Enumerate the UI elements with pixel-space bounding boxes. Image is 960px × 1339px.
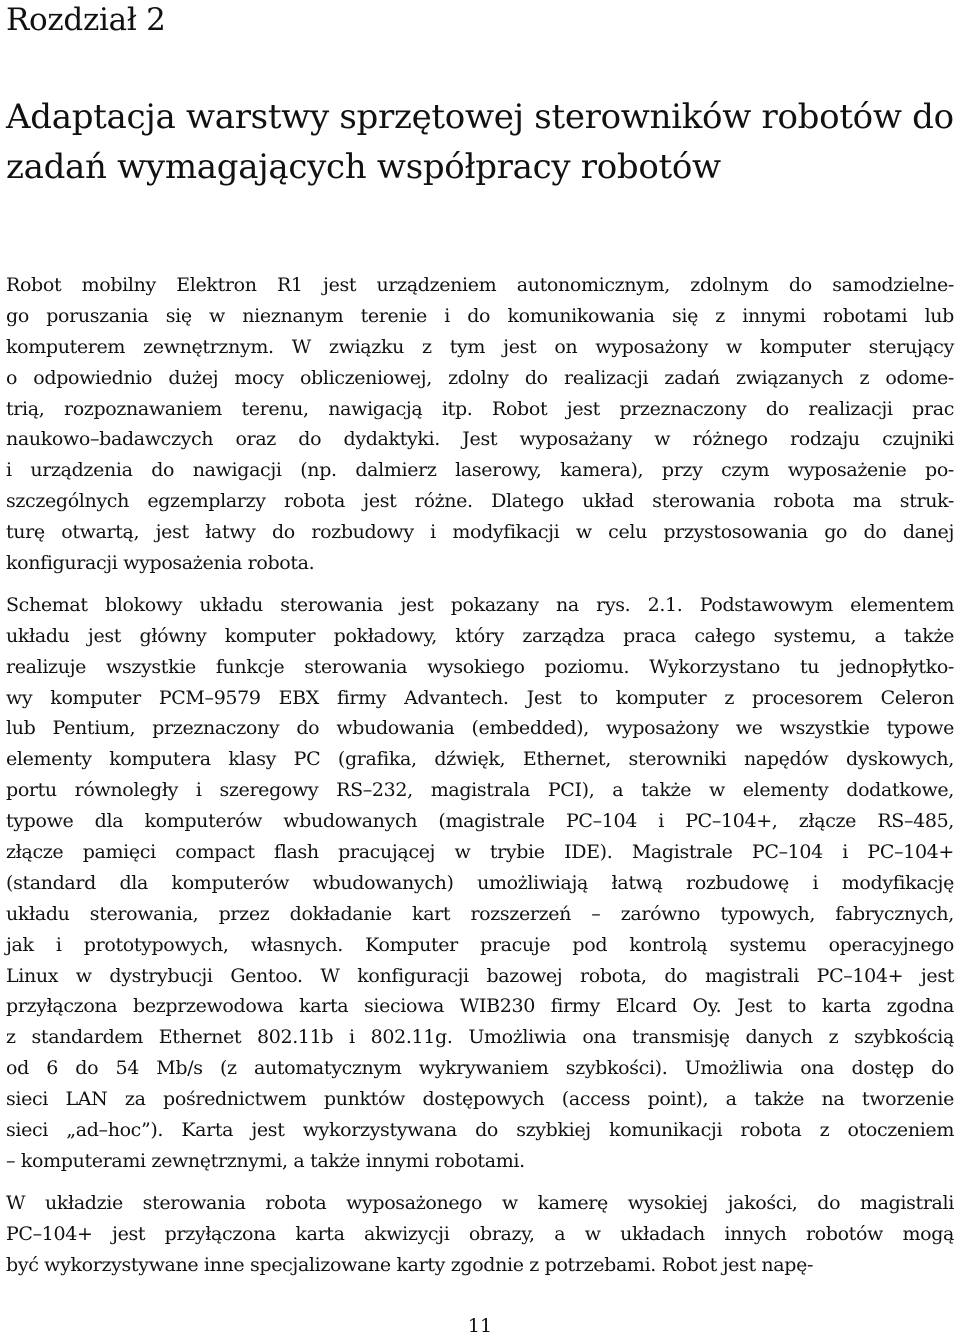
body-text: [6, 270, 954, 1281]
text-line: trią, rozpoznawaniem terenu, nawigacją itp. Robot jest przeznaczony do realizacji prac: [6, 397, 954, 420]
text-line: (standard dla komputerów wbudowanych) umożliwiają łatwą rozbudowę i modyfikację: [6, 871, 954, 894]
page-number: 11: [467, 1315, 493, 1337]
text-line: być wykorzystywane inne specjalizowane karty zgodnie z potrzebami. Robot jest napę-: [6, 1253, 814, 1276]
text-line: PC–104+ jest przyłączona karta akwizycji obrazy, a w układach innych robotów mogą: [6, 1222, 954, 1245]
text-line: złącze pamięci compact flash pracującej w trybie IDE). Magistrale PC–104 i PC–104+: [6, 841, 954, 864]
paragraph: [6, 590, 954, 1177]
text-line: Robot mobilny Elektron R1 jest urządzeniem autonomicznym, zdolnym do samodzielne-: [6, 274, 954, 296]
text-line: układu sterowania, przez dokładanie kart rozszerzeń – zarówno typowych, fabrycznych,: [6, 902, 954, 925]
text-line: o odpowiednio dużej mocy obliczeniowej, zdolny do realizacji zadań związanych z odome-: [6, 366, 954, 389]
chapter-label: Rozdział 2: [6, 2, 166, 38]
text-line: sieci LAN za pośrednictwem punktów dostępowych (access point), a także na tworzenie: [6, 1088, 954, 1111]
text-line: naukowo–badawczych oraz do dydaktyki. Jest wyposażany w różnego rodzaju czujniki: [6, 428, 954, 451]
text-line: szczególnych egzemplarzy robota jest różne. Dlatego układ sterowania robota ma struk-: [6, 490, 954, 513]
paragraph: [6, 1188, 954, 1281]
text-line: typowe dla komputerów wbudowanych (magistrale PC–104 i PC–104+, złącze RS–485,: [6, 810, 954, 833]
text-line: od 6 do 54 Mb/s (z automatycznym wykrywaniem szybkości). Umożliwia ona dostęp do: [6, 1057, 954, 1080]
chapter-title: [6, 92, 954, 192]
text-line: W układzie sterowania robota wyposażonego w kamerę wysokiej jakości, do magistrali: [6, 1191, 954, 1214]
text-line: z standardem Ethernet 802.11b i 802.11g. Umożliwia ona transmisję danych z szybkością: [6, 1026, 954, 1049]
paragraph-gap: [6, 1177, 954, 1188]
paragraph: [6, 270, 954, 579]
text-line: Linux w dystrybucji Gentoo. W konfiguracji bazowej robota, do magistrali PC–104+ jest: [6, 964, 954, 987]
text-line: i urządzenia do nawigacji (np. dalmierz laserowy, kamera), przy czym wyposażenie po-: [6, 459, 954, 482]
chapter-title-line: zadań wymagających współpracy robotów: [6, 147, 721, 187]
text-line: przyłączona bezprzewodowa karta sieciowa WIB230 firmy Elcard Oy. Jest to karta zgodna: [6, 995, 954, 1018]
text-line: jak i prototypowych, własnych. Komputer pracuje pod kontrolą systemu operacyjnego: [6, 933, 954, 956]
paragraph-gap: [6, 579, 954, 590]
text-line: konfiguracji wyposażenia robota.: [6, 552, 315, 575]
text-line: lub Pentium, przeznaczony do wbudowania (embedded), wyposażony we wszystkie typowe: [6, 717, 954, 740]
text-line: turę otwartą, jest łatwy do rozbudowy i modyfikacji w celu przystosowania go do danej: [6, 521, 954, 544]
document-page: [6, 0, 954, 1339]
text-line: – komputerami zewnętrznymi, a także innymi robotami.: [6, 1149, 525, 1172]
text-line: sieci „ad–hoc”). Karta jest wykorzystywana do szybkiej komunikacji robota z otoczeniem: [6, 1119, 954, 1142]
text-line: go poruszania się w nieznanym terenie i do komunikowania się z innymi robotami lub: [6, 304, 954, 327]
chapter-title-line: Adaptacja warstwy sprzętowej sterowników robotów do: [6, 97, 954, 137]
text-line: układu jest główny komputer pokładowy, który zarządza praca całego systemu, a także: [6, 624, 954, 647]
text-line: elementy komputera klasy PC (grafika, dźwięk, Ethernet, sterowniki napędów dyskowych,: [6, 748, 954, 771]
text-line: komputerem zewnętrznym. W związku z tym jest on wyposażony w komputer sterujący: [6, 335, 954, 358]
text-line: portu równoległy i szeregowy RS–232, magistrala PCI), a także w elementy dodatkowe,: [6, 779, 954, 802]
text-line: wy komputer PCM–9579 EBX firmy Advantech. Jest to komputer z procesorem Celeron: [6, 686, 954, 709]
text-line: realizuje wszystkie funkcje sterowania wysokiego poziomu. Wykorzystano tu jednopłytko-: [6, 655, 954, 678]
text-line: Schemat blokowy układu sterowania jest pokazany na rys. 2.1. Podstawowym elementem: [6, 593, 954, 616]
